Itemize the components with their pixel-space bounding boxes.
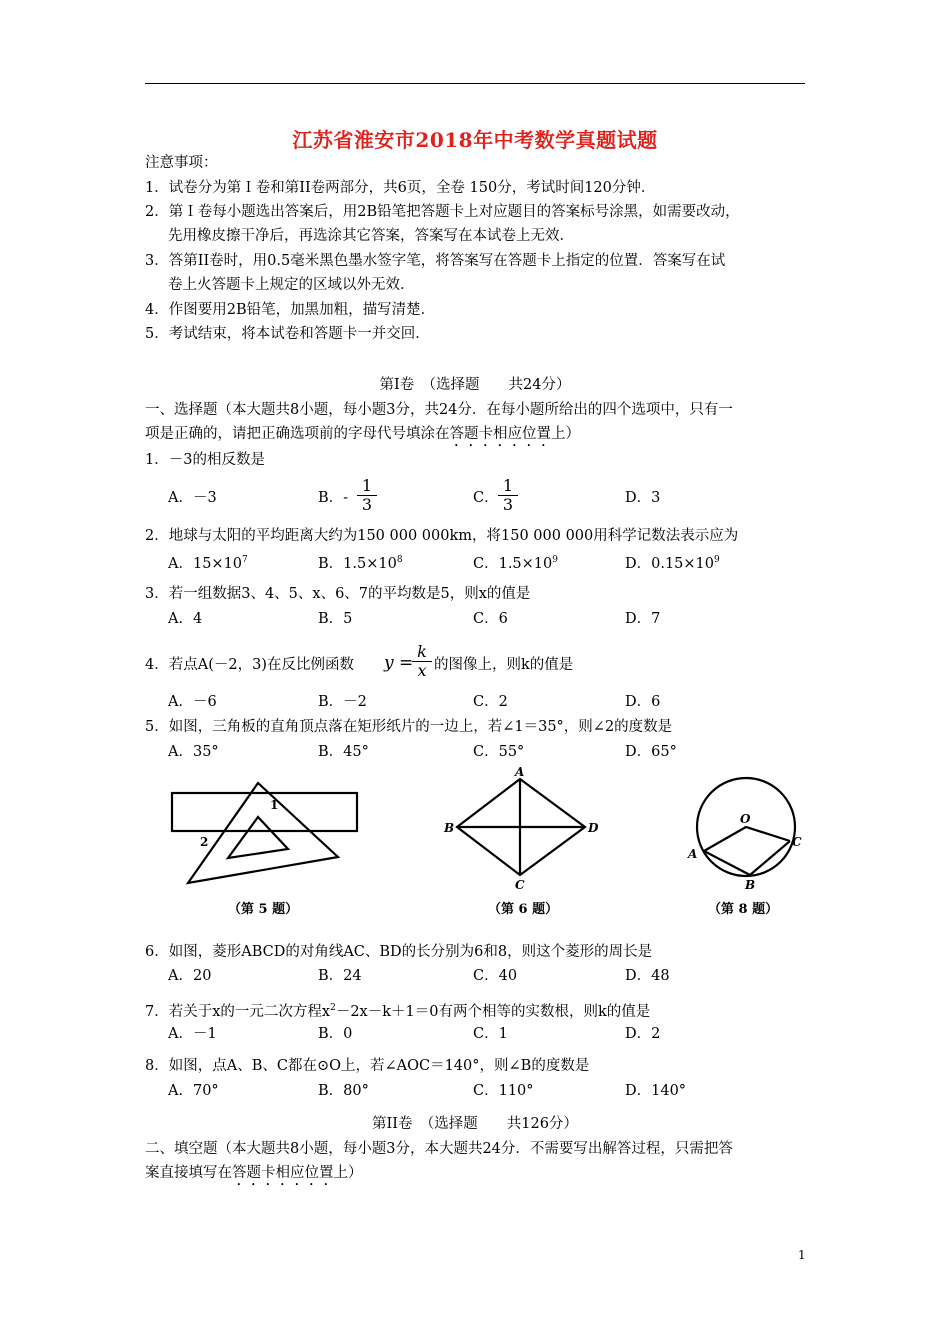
q5-option-c: C．55° — [473, 744, 525, 760]
q2-option-b: B．$1.5\times 10^8$ — [318, 555, 403, 572]
question-6-stem: 6．如图，菱形ABCD的对角线AC、BD的长分别为6和8，则这个菱形的周长是 — [145, 944, 653, 960]
q6-option-a: A．20 — [168, 968, 212, 984]
q7-option-d: D．2 — [625, 1026, 661, 1042]
fig6-caption: （第 6 题） — [488, 902, 559, 917]
q7-option-a: A．－1 — [168, 1026, 217, 1042]
q1-option-a: A．－3 — [168, 490, 217, 506]
part2-instruction: 二、填空题（本大题共8小题，每小题3分，本大题共24分．不需要写出解答过程，只需把答 — [145, 1141, 733, 1157]
q4-option-b: B．－2 — [318, 694, 367, 710]
fig6-label-c: C — [515, 878, 525, 892]
question-4-stem-post: 的图像上，则k的值是 — [434, 657, 574, 673]
note-item: 5．考试结束，将本试卷和答题卡一并交回． — [145, 326, 430, 342]
note-item: 卷上火答题卡上规定的区域以外无效． — [168, 277, 415, 293]
fig5-angle-2: 2 — [200, 835, 209, 849]
question-1-stem: 1．－3的相反数是 — [145, 452, 265, 468]
triangle-inner — [228, 817, 288, 858]
q4-function-fraction: $\frac{k}{x}$ — [412, 643, 432, 680]
header-rule — [145, 83, 805, 84]
part1-instruction: 一、选择题（本大题共8小题，每小题3分，共24分．在每小题所给出的四个选项中，只有一 — [145, 402, 733, 418]
q6-option-c: C．40 — [473, 968, 518, 984]
fig8-caption: （第 8 题） — [708, 902, 779, 917]
q1-option-b: B．- — [318, 490, 349, 506]
notes-heading: 注意事项： — [145, 155, 218, 171]
q5-option-d: D．65° — [625, 744, 677, 760]
q5-option-a: A．35° — [168, 744, 219, 760]
q7-option-c: C．1 — [473, 1026, 508, 1042]
note-item: 2．第Ｉ卷每小题选出答案后，用2B铅笔把答题卡上对应题目的答案标号涂黑，如需要改动， — [145, 204, 740, 220]
q7-option-b: B．0 — [318, 1026, 353, 1042]
q4-option-c: C．2 — [473, 694, 508, 710]
q1-fraction-b: $\frac{1}{3}$ — [357, 477, 377, 514]
question-7-stem: 7．若关于x的一元二次方程$x^2-2x-k+1=0$有两个相等的实数根，则k的值是 — [145, 1003, 651, 1020]
note-item: 3．答第II卷时，用0.5毫米黑色墨水签字笔，将答案写在答题卡上指定的位置．答案写在试 — [145, 253, 726, 269]
q3-option-a: A．4 — [168, 611, 203, 627]
note-item: 4．作图要用2B铅笔，加黑加粗，描写清楚． — [145, 302, 436, 318]
figure-5 — [172, 783, 357, 883]
fig6-label-a: A — [515, 765, 525, 779]
part2-header: 第II卷 （选择题 共126分） — [372, 1116, 578, 1132]
part1-instruction-line2: 项是正确的，请把正确选项前的字母代号填涂在答题卡相应位置上） — [145, 426, 580, 442]
q6-option-b: B．24 — [318, 968, 362, 984]
q4-option-a: A．－6 — [168, 694, 217, 710]
part1-header: 第Ⅰ卷 （选择题 共24分） — [379, 377, 571, 393]
figure-6 — [443, 765, 599, 892]
q4-function-lhs: y = — [384, 653, 414, 673]
note-item: 1．试卷分为第Ｉ卷和第II卷两部分，共6页，全卷 150分，考试时间120分钟． — [145, 180, 656, 196]
part2-instruction-line2: 案直接填写在答题卡相应位置上） — [145, 1165, 363, 1181]
figure-8 — [687, 778, 802, 892]
fig5-caption: （第 5 题） — [228, 902, 299, 917]
chords-ab-bc — [704, 841, 790, 875]
q5-option-b: B．45° — [318, 744, 369, 760]
fig5-angle-1: 1 — [270, 798, 279, 812]
q3-option-d: D．7 — [625, 611, 661, 627]
q1-fraction-c: $\frac{1}{3}$ — [498, 477, 518, 514]
fig8-label-a: A — [688, 847, 698, 861]
page-number: 1 — [798, 1248, 806, 1262]
triangle-outer — [188, 783, 338, 883]
fig8-label-o: O — [740, 812, 751, 826]
note-item: 先用橡皮擦干净后，再选涂其它答案，答案写在本试卷上无效． — [168, 228, 574, 244]
q2-option-d: D．$0.15\times 10^9$ — [625, 555, 720, 572]
q3-option-c: C．6 — [473, 611, 508, 627]
fig8-label-b: B — [745, 878, 756, 892]
q8-option-d: D．140° — [625, 1083, 687, 1099]
question-2-stem: 2．地球与太阳的平均距离大约为150 000 000km，将150 000 000用科学记数法表示应为 — [145, 528, 739, 544]
question-3-stem: 3．若一组数据3、4、5、x、6、7的平均数是5，则x的值是 — [145, 586, 531, 602]
question-4-stem-pre: 4．若点A(－2，3)在反比例函数 — [145, 657, 354, 673]
page-title: 江苏省淮安市2018年中考数学真题试题 — [292, 128, 658, 152]
fig6-label-b: B — [444, 821, 455, 835]
q6-option-d: D．48 — [625, 968, 670, 984]
fig6-label-d: D — [588, 821, 599, 835]
q8-option-c: C．110° — [473, 1083, 534, 1099]
q3-option-b: B．5 — [318, 611, 353, 627]
q1-option-c: C． — [473, 490, 499, 506]
radii-oa-oc — [704, 827, 790, 851]
q4-option-d: D．6 — [625, 694, 661, 710]
question-8-stem: 8．如图，点A、B、C都在⊙O上，若∠AOC＝140°，则∠B的度数是 — [145, 1058, 590, 1074]
q8-option-b: B．80° — [318, 1083, 369, 1099]
fig8-label-c: C — [792, 835, 802, 849]
q2-option-a: A．$15\times 10^7$ — [168, 555, 248, 572]
q1-option-d: D．3 — [625, 490, 661, 506]
q8-option-a: A．70° — [168, 1083, 219, 1099]
q2-option-c: C．$1.5\times 10^9$ — [473, 555, 558, 572]
question-5-stem: 5．如图，三角板的直角顶点落在矩形纸片的一边上，若∠1＝35°，则∠2的度数是 — [145, 719, 673, 735]
